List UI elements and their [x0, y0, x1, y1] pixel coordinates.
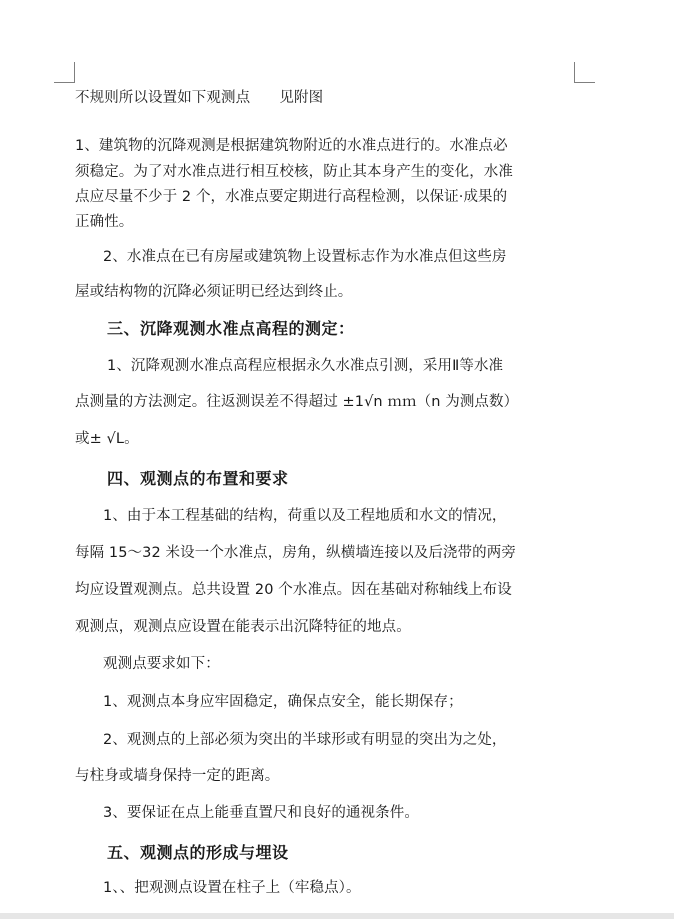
text-line: 2、水准点在已有房屋或建筑物上设置标志作为水准点但这些房: [103, 249, 507, 265]
section-heading-4: 四、观测点的布置和要求: [107, 469, 289, 488]
text-line: 1、由于本工程基础的结构，荷重以及工程地质和水文的情况，: [103, 508, 507, 524]
text-line: 1、、把观测点设置在柱子上（牢稳点）。: [103, 880, 361, 896]
text-line: 或± √L。: [75, 431, 139, 447]
text-line: 1、建筑物的沉降观测是根据建筑物附近的水准点进行的。水准点必: [75, 138, 508, 154]
text-line: 须稳定。为了对水准点进行相互校核，防止其本身产生的变化，水准: [75, 164, 513, 180]
section-heading-5: 五、观测点的形成与埋设: [107, 843, 289, 862]
text-line: 与柱身或墙身保持一定的距离。: [75, 768, 280, 784]
page-bottom-edge: [0, 913, 674, 919]
text-line: 不规则所以设置如下观测点 见附图: [75, 90, 324, 106]
text-line: 正确性。: [75, 214, 134, 230]
text-line: 屋或结构物的沉降必须证明已经达到终止。: [75, 284, 353, 300]
text-line: 1、沉降观测水准点高程应根据永久水准点引测，采用Ⅱ等水准: [107, 358, 504, 374]
page-corner-mark-top-left: [54, 62, 75, 83]
text-line: 点应尽量不少于 2 个，水准点要定期进行高程检测，以保证·成果的: [75, 189, 508, 205]
text-line: 1、观测点本身应牢固稳定，确保点安全，能长期保存；: [103, 694, 463, 710]
text-line: 均应设置观测点。总共设置 20 个水准点。因在基础对称轴线上布设: [75, 582, 512, 598]
text-line: 观测点，观测点应设置在能表示出沉降特征的地点。: [75, 619, 411, 635]
text-line: 3、要保证在点上能垂直置尺和良好的通视条件。: [103, 805, 419, 821]
text-line: 每隔 15～32 米设一个水准点，房角，纵横墙连接以及后浇带的两旁: [75, 545, 516, 561]
text-line: 2、观测点的上部必须为突出的半球形或有明显的突出为之处，: [103, 732, 507, 748]
page-corner-mark-top-right: [574, 62, 595, 83]
text-line: 点测量的方法测定。往返测误差不得超过 ±1√n ｍｍ（n 为测点数）: [75, 394, 519, 410]
section-heading-3: 三、沉降观测水准点高程的测定：: [107, 319, 355, 338]
text-line: 观测点要求如下：: [103, 656, 220, 672]
